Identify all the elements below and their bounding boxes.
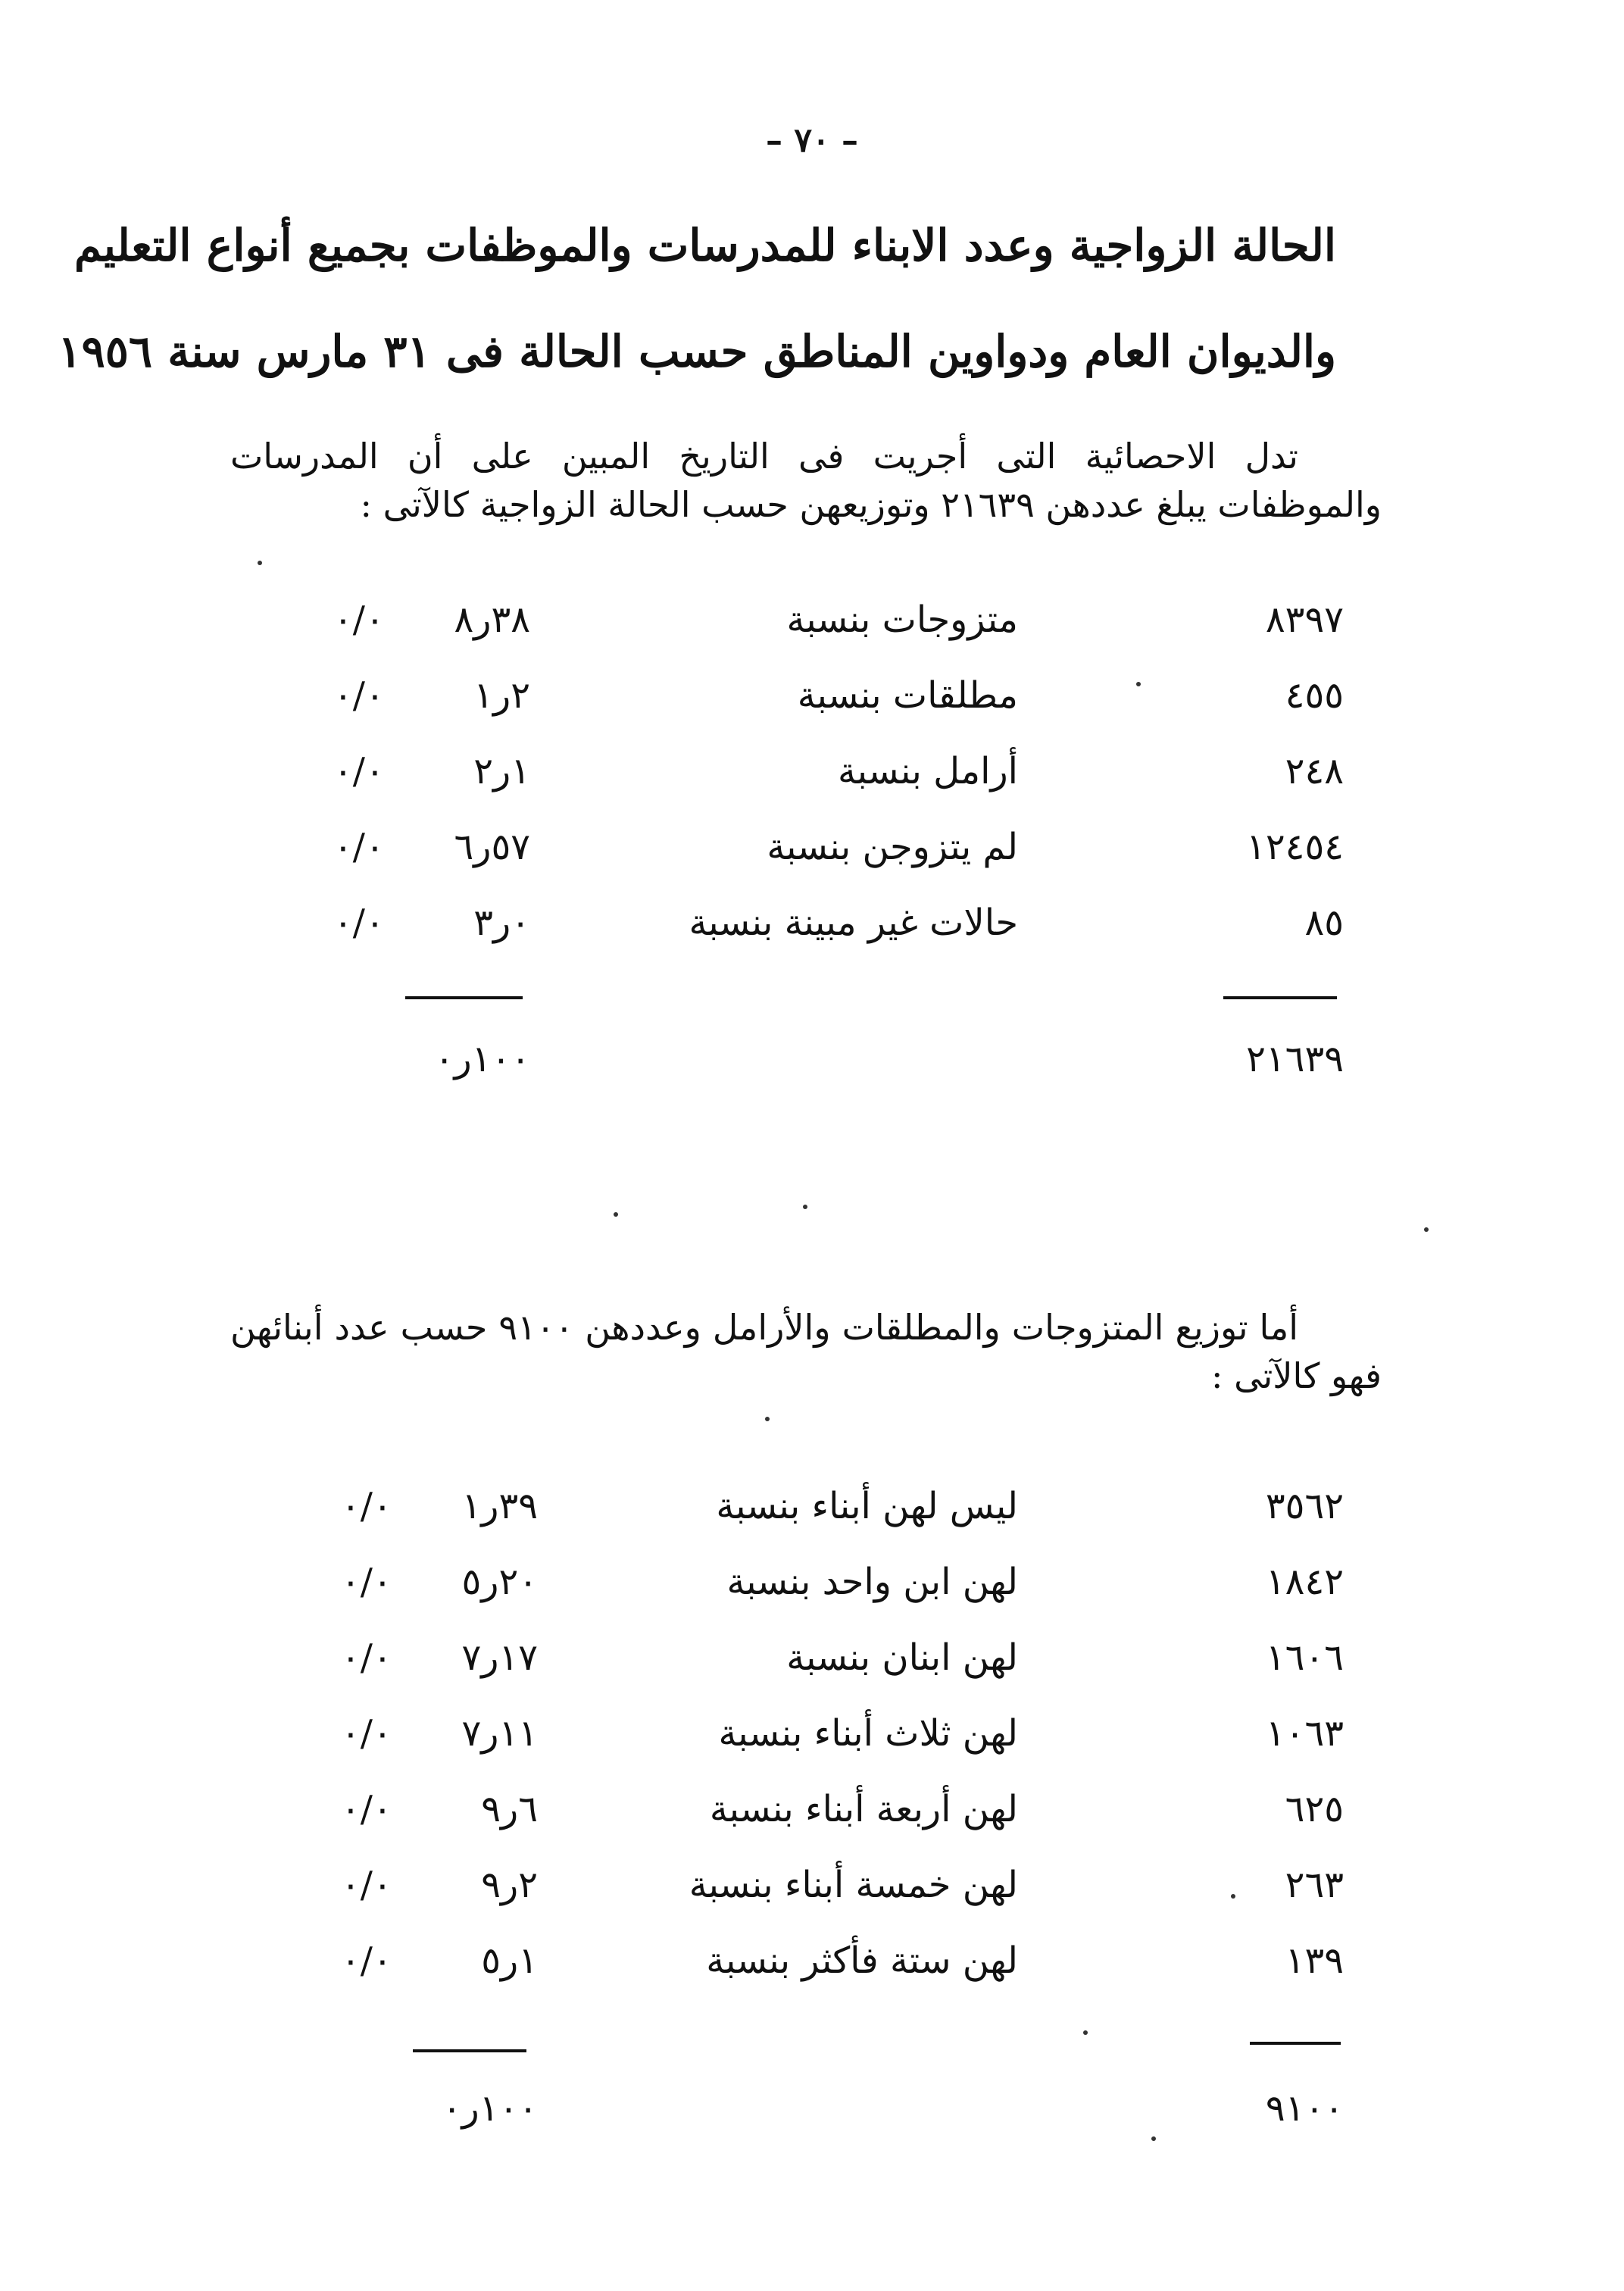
row-percent: ٣٨ر٨ — [454, 599, 530, 641]
scan-speck — [765, 1417, 770, 1421]
row-count: ٦٢٥ — [1285, 1788, 1344, 1830]
percent-sign: ٠/٠ — [341, 1712, 392, 1755]
percent-sign: ٠/٠ — [333, 599, 385, 641]
row-count: ١٦٠٦ — [1265, 1636, 1344, 1679]
row-percent: ١ر٢ — [473, 750, 530, 792]
percent-sign: ٠/٠ — [341, 1788, 392, 1830]
row-count: ١٢٤٥٤ — [1246, 826, 1344, 868]
table-row — [0, 1485, 1624, 1538]
percent-sign: ٠/٠ — [333, 674, 385, 717]
percent-sign: ٠/٠ — [341, 1864, 392, 1906]
scan-speck — [1151, 2136, 1156, 2141]
children-paragraph — [230, 1303, 1382, 1400]
row-label: لهن أربعة أبناء بنسبة — [709, 1788, 1018, 1830]
percent-sum-line — [413, 2049, 526, 2052]
row-percent: ١١ر٧ — [461, 1712, 538, 1755]
row-label: لم يتزوجن بنسبة — [767, 826, 1018, 868]
table-row — [0, 826, 1624, 879]
table-row — [0, 1636, 1624, 1689]
title-line-1: الحالة الزواجية وعدد الابناء للمدرسات والموظفات بجميع أنواع التعليم — [73, 220, 1336, 271]
row-count: ٣٥٦٢ — [1265, 1485, 1344, 1527]
row-count: ٤٥٥ — [1285, 674, 1344, 717]
percent-sign: ٠/٠ — [341, 1561, 392, 1603]
row-label: ليس لهن أبناء بنسبة — [716, 1485, 1018, 1527]
row-percent: ١٧ر٧ — [461, 1636, 538, 1679]
row-percent: ٢ر٩ — [481, 1864, 538, 1906]
total-percent: ١٠٠ر٠ — [434, 1038, 530, 1080]
row-label: حالات غير مبينة بنسبة — [689, 902, 1018, 944]
row-count: ٢٤٨ — [1285, 750, 1344, 792]
count-sum-line — [1223, 996, 1337, 999]
percent-sign: ٠/٠ — [333, 902, 385, 944]
scan-speck — [1083, 2030, 1088, 2035]
row-count: ٨٥ — [1304, 902, 1344, 944]
row-count: ٢٦٣ — [1285, 1864, 1344, 1906]
children-paragraph-text: أما توزيع المتزوجات والمطلقات والأرامل وعددهن ٩١٠٠ حسب عدد أبنائهن فهو كالآتى : — [230, 1307, 1382, 1396]
percent-sum-line — [405, 996, 523, 999]
row-percent: ٥٧ر٦ — [454, 826, 530, 868]
row-percent: ٢٠ر٥ — [461, 1561, 538, 1603]
percent-sign: ٠/٠ — [333, 826, 385, 868]
table-row — [0, 1788, 1624, 1841]
row-label: متزوجات بنسبة — [786, 599, 1018, 641]
scan-speck — [803, 1205, 807, 1209]
scan-speck — [614, 1212, 618, 1217]
percent-sign: ٠/٠ — [341, 1485, 392, 1527]
row-label: لهن ابن واحد بنسبة — [726, 1561, 1018, 1603]
total-row — [0, 1038, 1624, 1091]
total-count: ٩١٠٠ — [1265, 2087, 1344, 2130]
row-label: لهن ستة فأكثر بنسبة — [706, 1939, 1018, 1982]
total-count: ٢١٦٣٩ — [1246, 1038, 1344, 1080]
percent-sign: ٠/٠ — [341, 1939, 392, 1982]
table-row — [0, 1712, 1624, 1765]
table-row — [0, 1561, 1624, 1614]
row-count: ١٨٤٢ — [1265, 1561, 1344, 1603]
row-percent: ٦ر٩ — [481, 1788, 538, 1830]
percent-sign: ٠/٠ — [341, 1636, 392, 1679]
row-count: ٨٣٩٧ — [1265, 599, 1344, 641]
total-row — [0, 2087, 1624, 2140]
table-row — [0, 1939, 1624, 1993]
row-label: لهن ثلاث أبناء بنسبة — [718, 1712, 1018, 1755]
intro-paragraph — [230, 432, 1382, 529]
row-label: أرامل بنسبة — [837, 750, 1018, 792]
row-count: ١٠٦٣ — [1265, 1712, 1344, 1755]
title-line-2: والديوان العام ودواوين المناطق حسب الحالة فى ٣١ مارس سنة ١٩٥٦ — [58, 326, 1336, 377]
row-percent: ١ر٥ — [481, 1939, 538, 1982]
row-count: ١٣٩ — [1285, 1939, 1344, 1982]
row-percent: ٢ر١ — [473, 674, 530, 717]
scan-speck — [1231, 1894, 1235, 1899]
table-row — [0, 599, 1624, 652]
intro-paragraph-text: تدل الاحصائية التى أجريت فى التاريخ المبين على أن المدرسات والموظفات يبلغ عددهن ٢١٦٣٩ وتوزيعهن حسب الحالة الزواجية كالآتى : — [230, 436, 1382, 525]
table-row — [0, 750, 1624, 803]
row-label: مطلقات بنسبة — [797, 674, 1018, 717]
row-percent: ٠ر٣ — [473, 902, 530, 944]
row-label: لهن خمسة أبناء بنسبة — [689, 1864, 1018, 1906]
row-label: لهن ابنان بنسبة — [786, 1636, 1018, 1679]
table-row — [0, 1864, 1624, 1917]
table-row — [0, 674, 1624, 727]
scan-speck — [1136, 682, 1141, 686]
count-sum-line — [1250, 2042, 1341, 2045]
table-row — [0, 902, 1624, 955]
page-number: – ٧٠ – — [766, 121, 858, 160]
percent-sign: ٠/٠ — [333, 750, 385, 792]
total-percent: ١٠٠ر٠ — [442, 2087, 538, 2130]
row-percent: ٣٩ر١ — [461, 1485, 538, 1527]
scan-speck — [258, 561, 262, 565]
scan-speck — [1424, 1227, 1429, 1232]
